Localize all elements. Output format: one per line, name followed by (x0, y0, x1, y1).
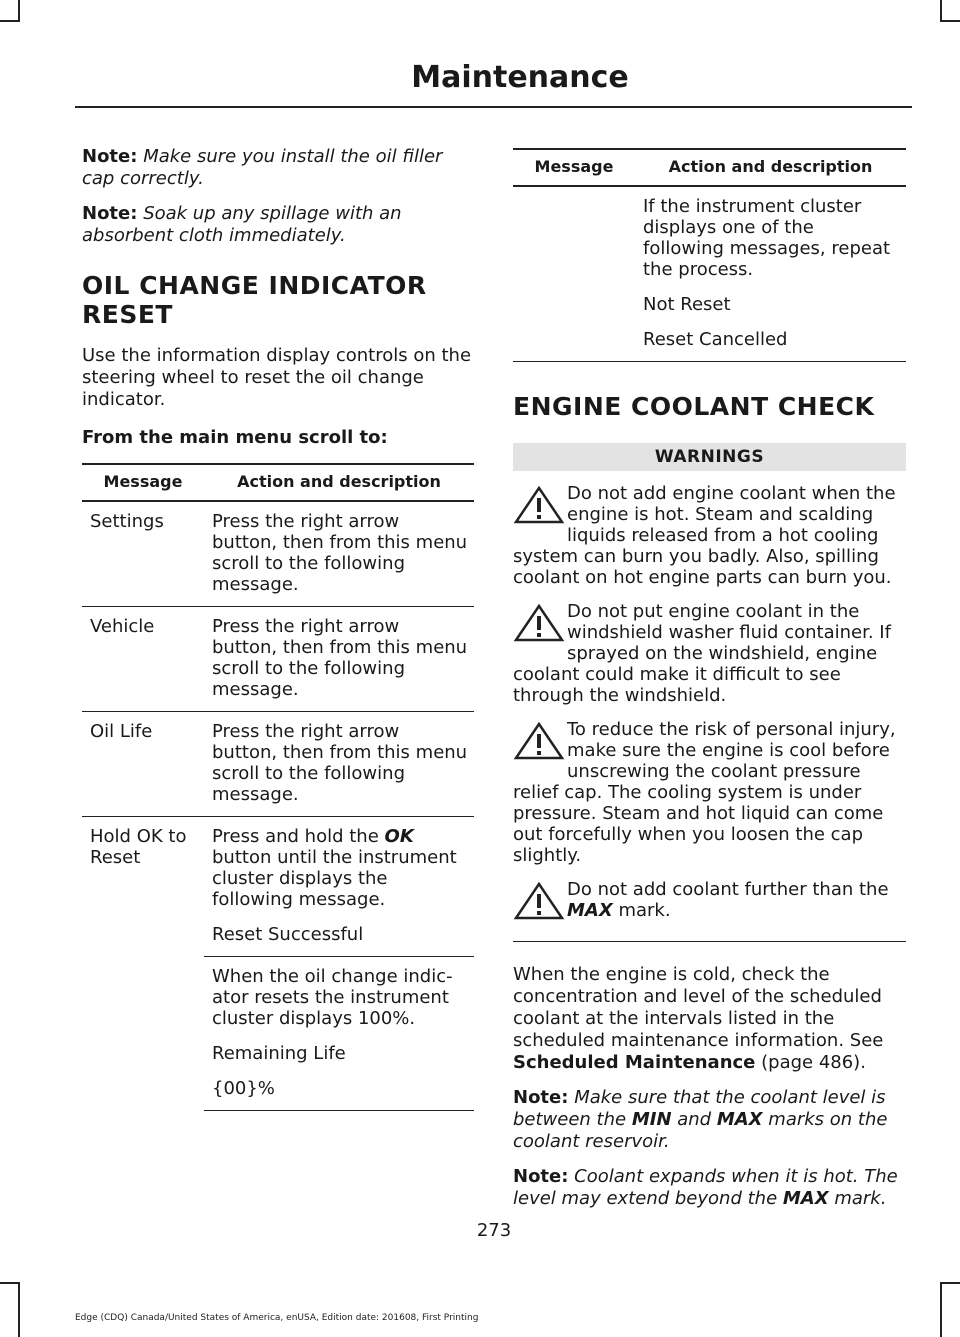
section-title-line: OIL CHANGE INDICATOR (82, 271, 427, 300)
page-number: 273 (476, 1220, 512, 1241)
table-cell-message: Oil Life (82, 712, 204, 817)
action-line: When the oil change indic-ator resets the instrument cluster displays 100%. (212, 966, 453, 1029)
max-mark-label: MAX (782, 1188, 829, 1209)
table-cell-message: Settings (82, 501, 204, 607)
crop-mark (0, 1282, 20, 1284)
table-cell-message: Vehicle (82, 607, 204, 712)
warnings-title: WARNINGS (513, 443, 906, 471)
warning-triangle-icon (513, 721, 565, 761)
coolant-paragraph (513, 964, 906, 1074)
table-cell-action: Press the right arrow button, then from this menu scroll to the following message. (204, 501, 474, 607)
action-line: Reset Cancelled (643, 329, 788, 350)
table-row (82, 712, 474, 817)
max-mark-label: MAX (716, 1109, 763, 1130)
table-header-message: Message (82, 464, 204, 501)
crop-mark (940, 0, 942, 22)
crop-mark (0, 20, 20, 22)
intro-paragraph: Use the information display controls on the steering wheel to reset the oil change indicator. (82, 345, 472, 410)
warning-item (513, 719, 906, 866)
note-text: and (671, 1109, 717, 1130)
oil-reset-table (82, 463, 474, 1111)
table-row (513, 186, 906, 362)
note-text: Make sure that the coolant level is between the (513, 1087, 886, 1130)
footer-text: Edge (CDQ) Canada/United States of America, enUSA, Edition date: 201608, First Printing (75, 1313, 479, 1323)
table-row (82, 501, 474, 607)
note-text: marks on the coolant reservoir. (513, 1109, 888, 1152)
action-line: Reset Successful (212, 924, 364, 945)
note-label: Note: (82, 203, 138, 224)
table-cell-action (204, 957, 474, 1111)
scheduled-maintenance-link[interactable]: Scheduled Maintenance (513, 1052, 756, 1073)
action-line (212, 826, 468, 910)
table-header-message: Message (513, 149, 635, 186)
page-header-title: Maintenance (411, 60, 629, 95)
min-mark-label: MIN (631, 1109, 672, 1130)
right-column (513, 148, 906, 1223)
warning-triangle-icon (513, 603, 565, 643)
note (82, 146, 474, 190)
crop-mark (940, 1282, 960, 1284)
warning-text: mark. (612, 900, 671, 921)
note (82, 203, 474, 247)
table-header-action: Action and description (635, 149, 906, 186)
action-text: Press and hold the (212, 826, 385, 847)
warning-item (513, 879, 906, 923)
note-text: Soak up any spillage with an absorbent cloth immediately. (82, 203, 402, 246)
action-line: Remaining Life (212, 1043, 346, 1064)
action-text: button until the instrument cluster displays the following message. (212, 847, 457, 910)
warnings-end-rule (513, 941, 906, 942)
crop-mark (940, 20, 960, 22)
note-text: mark. (828, 1188, 887, 1209)
table-cell-action: Press the right arrow button, then from this menu scroll to the following message. (204, 712, 474, 817)
section-title: ENGINE COOLANT CHECK (513, 392, 875, 421)
table-row (82, 607, 474, 712)
warning-text: Do not put engine coolant in the windshield washer fluid container. If sprayed on the windshield, engine coolant could make it difficult to see through the windshield. (513, 601, 891, 706)
action-line: If the instrument cluster displays one of the following messages, repeat the process. (643, 196, 891, 280)
action-line: Not Reset (643, 294, 731, 315)
note (513, 1166, 906, 1210)
table-cell-action: Press the right arrow button, then from this menu scroll to the following message. (204, 607, 474, 712)
header-rule (75, 106, 912, 108)
table-cell-action (635, 186, 906, 362)
paragraph-text: (page 486). (755, 1052, 866, 1073)
section-title-line: RESET (82, 300, 173, 329)
note-label: Note: (82, 146, 138, 167)
crop-mark (18, 1282, 20, 1337)
note (513, 1087, 906, 1153)
warning-item (513, 601, 906, 706)
table-cell-message: Hold OK to Reset (90, 826, 187, 868)
oil-reset-table-continued (513, 148, 906, 362)
warning-triangle-icon (513, 881, 565, 921)
warning-text: To reduce the risk of personal injury, make sure the engine is cool before unscrewing the coolant pressure relief cap. The cooling system is under pressure. Steam and hot liquid can come out forcefully when you loosen the cap slightly. (513, 719, 896, 866)
paragraph-text: When the engine is cold, check the concentration and level of the scheduled coolant at the intervals listed in the scheduled maintenance information. See (513, 964, 884, 1051)
ok-button-label: OK (384, 826, 414, 847)
left-column (82, 146, 474, 1111)
note-label: Note: (513, 1166, 569, 1187)
warning-text: Do not add coolant further than the (567, 879, 889, 900)
table-cell-action (204, 817, 474, 957)
action-line: {00}% (212, 1078, 275, 1099)
warning-text: Do not add engine coolant when the engine is hot. Steam and scalding liquids released from a hot cooling system can burn you badly. Also, spilling coolant on hot engine parts can burn you. (513, 483, 896, 588)
table-header-action: Action and description (204, 464, 474, 501)
table-row (82, 817, 474, 957)
warning-item (513, 483, 906, 588)
note-label: Note: (513, 1087, 569, 1108)
scroll-to-heading: From the main menu scroll to: (82, 427, 388, 448)
crop-mark (18, 0, 20, 22)
table-cell-message (513, 186, 635, 362)
section-title (82, 271, 474, 329)
max-mark-label: MAX (567, 900, 613, 921)
note-text: Coolant expands when it is hot. The level may extend beyond the (513, 1166, 898, 1209)
note-text: Make sure you install the oil filler cap correctly. (82, 146, 443, 189)
crop-mark (940, 1282, 942, 1337)
warning-triangle-icon (513, 485, 565, 525)
